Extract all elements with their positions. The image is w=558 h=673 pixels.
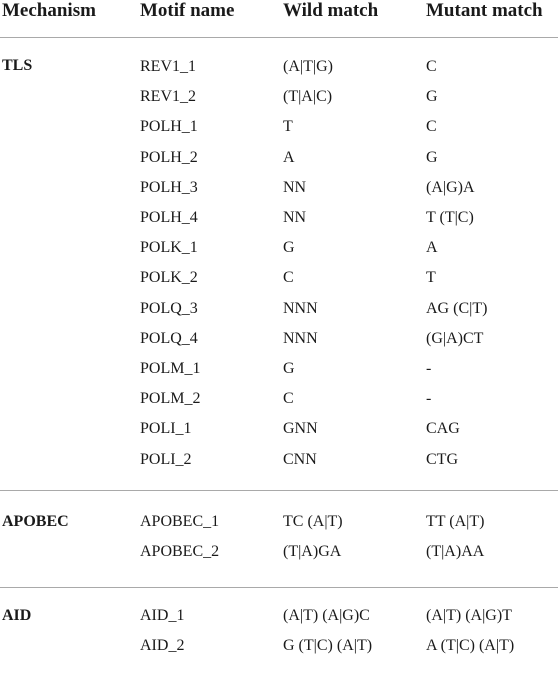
wild-match-cell: NNN [283,330,318,347]
motif-name-cell: AID_2 [140,637,185,654]
wild-match-cell: NNN [283,300,318,317]
motif-name-cell: POLK_2 [140,269,198,286]
motif-name-cell: POLQ_4 [140,330,198,347]
wild-match-cell: T [283,118,293,135]
mutant-match-cell: CAG [426,420,460,437]
header-mechanism: Mechanism [2,0,96,21]
mutant-match-cell: AG (C|T) [426,300,488,317]
motif-name-cell: POLH_4 [140,209,198,226]
wild-match-cell: (A|T) (A|G)C [283,607,370,624]
mutant-match-cell: C [426,58,437,75]
mutant-match-cell: G [426,88,438,105]
mutant-match-cell: (A|G)A [426,179,475,196]
motif-name-cell: REV1_2 [140,88,196,105]
motif-name-cell: POLH_1 [140,118,198,135]
motif-name-cell: AID_1 [140,607,185,624]
mutant-match-cell: T [426,269,436,286]
mutant-match-cell: A (T|C) (A|T) [426,637,515,654]
mutant-match-cell: G [426,149,438,166]
motif-name-cell: POLI_1 [140,420,192,437]
mechanism-label: AID [2,607,32,624]
header-divider [0,37,558,38]
wild-match-cell: (A|T|G) [283,58,333,75]
mutant-match-cell: C [426,118,437,135]
wild-match-cell: NN [283,179,307,196]
mutant-match-cell: TT (A|T) [426,513,485,530]
group-divider [0,587,558,588]
mutant-match-cell: CTG [426,451,458,468]
header-wild-match: Wild match [283,0,379,21]
mutant-match-cell: T (T|C) [426,209,474,226]
table-header [0,0,558,38]
wild-match-cell: GNN [283,420,318,437]
motif-name-cell: APOBEC_2 [140,543,220,560]
header-mutant-match: Mutant match [426,0,543,21]
motif-name-cell: POLQ_3 [140,300,198,317]
header-motif-name: Motif name [140,0,235,21]
group-divider [0,490,558,491]
mutant-match-cell: A [426,239,438,256]
mutant-match-cell: (G|A)CT [426,330,484,347]
motif-name-cell: REV1_1 [140,58,196,75]
wild-match-cell: C [283,390,294,407]
mutant-match-cell: - [426,390,432,407]
wild-match-cell: (T|A)GA [283,543,342,560]
wild-match-cell: NN [283,209,307,226]
mutant-match-cell: - [426,360,432,377]
motif-name-cell: POLI_2 [140,451,192,468]
wild-match-cell: A [283,149,295,166]
wild-match-cell: G [283,239,295,256]
motif-name-cell: APOBEC_1 [140,513,220,530]
mutant-match-cell: (A|T) (A|G)T [426,607,512,624]
wild-match-cell: G [283,360,295,377]
wild-match-cell: CNN [283,451,317,468]
wild-match-cell: G (T|C) (A|T) [283,637,373,654]
mechanism-label: TLS [2,57,33,74]
motif-name-cell: POLM_2 [140,390,201,407]
mechanism-label: APOBEC [2,513,69,530]
motif-name-cell: POLK_1 [140,239,198,256]
wild-match-cell: C [283,269,294,286]
motif-name-cell: POLH_3 [140,179,198,196]
motif-name-cell: POLH_2 [140,149,198,166]
wild-match-cell: TC (A|T) [283,513,343,530]
motif-name-cell: POLM_1 [140,360,201,377]
mutant-match-cell: (T|A)AA [426,543,485,560]
wild-match-cell: (T|A|C) [283,88,333,105]
